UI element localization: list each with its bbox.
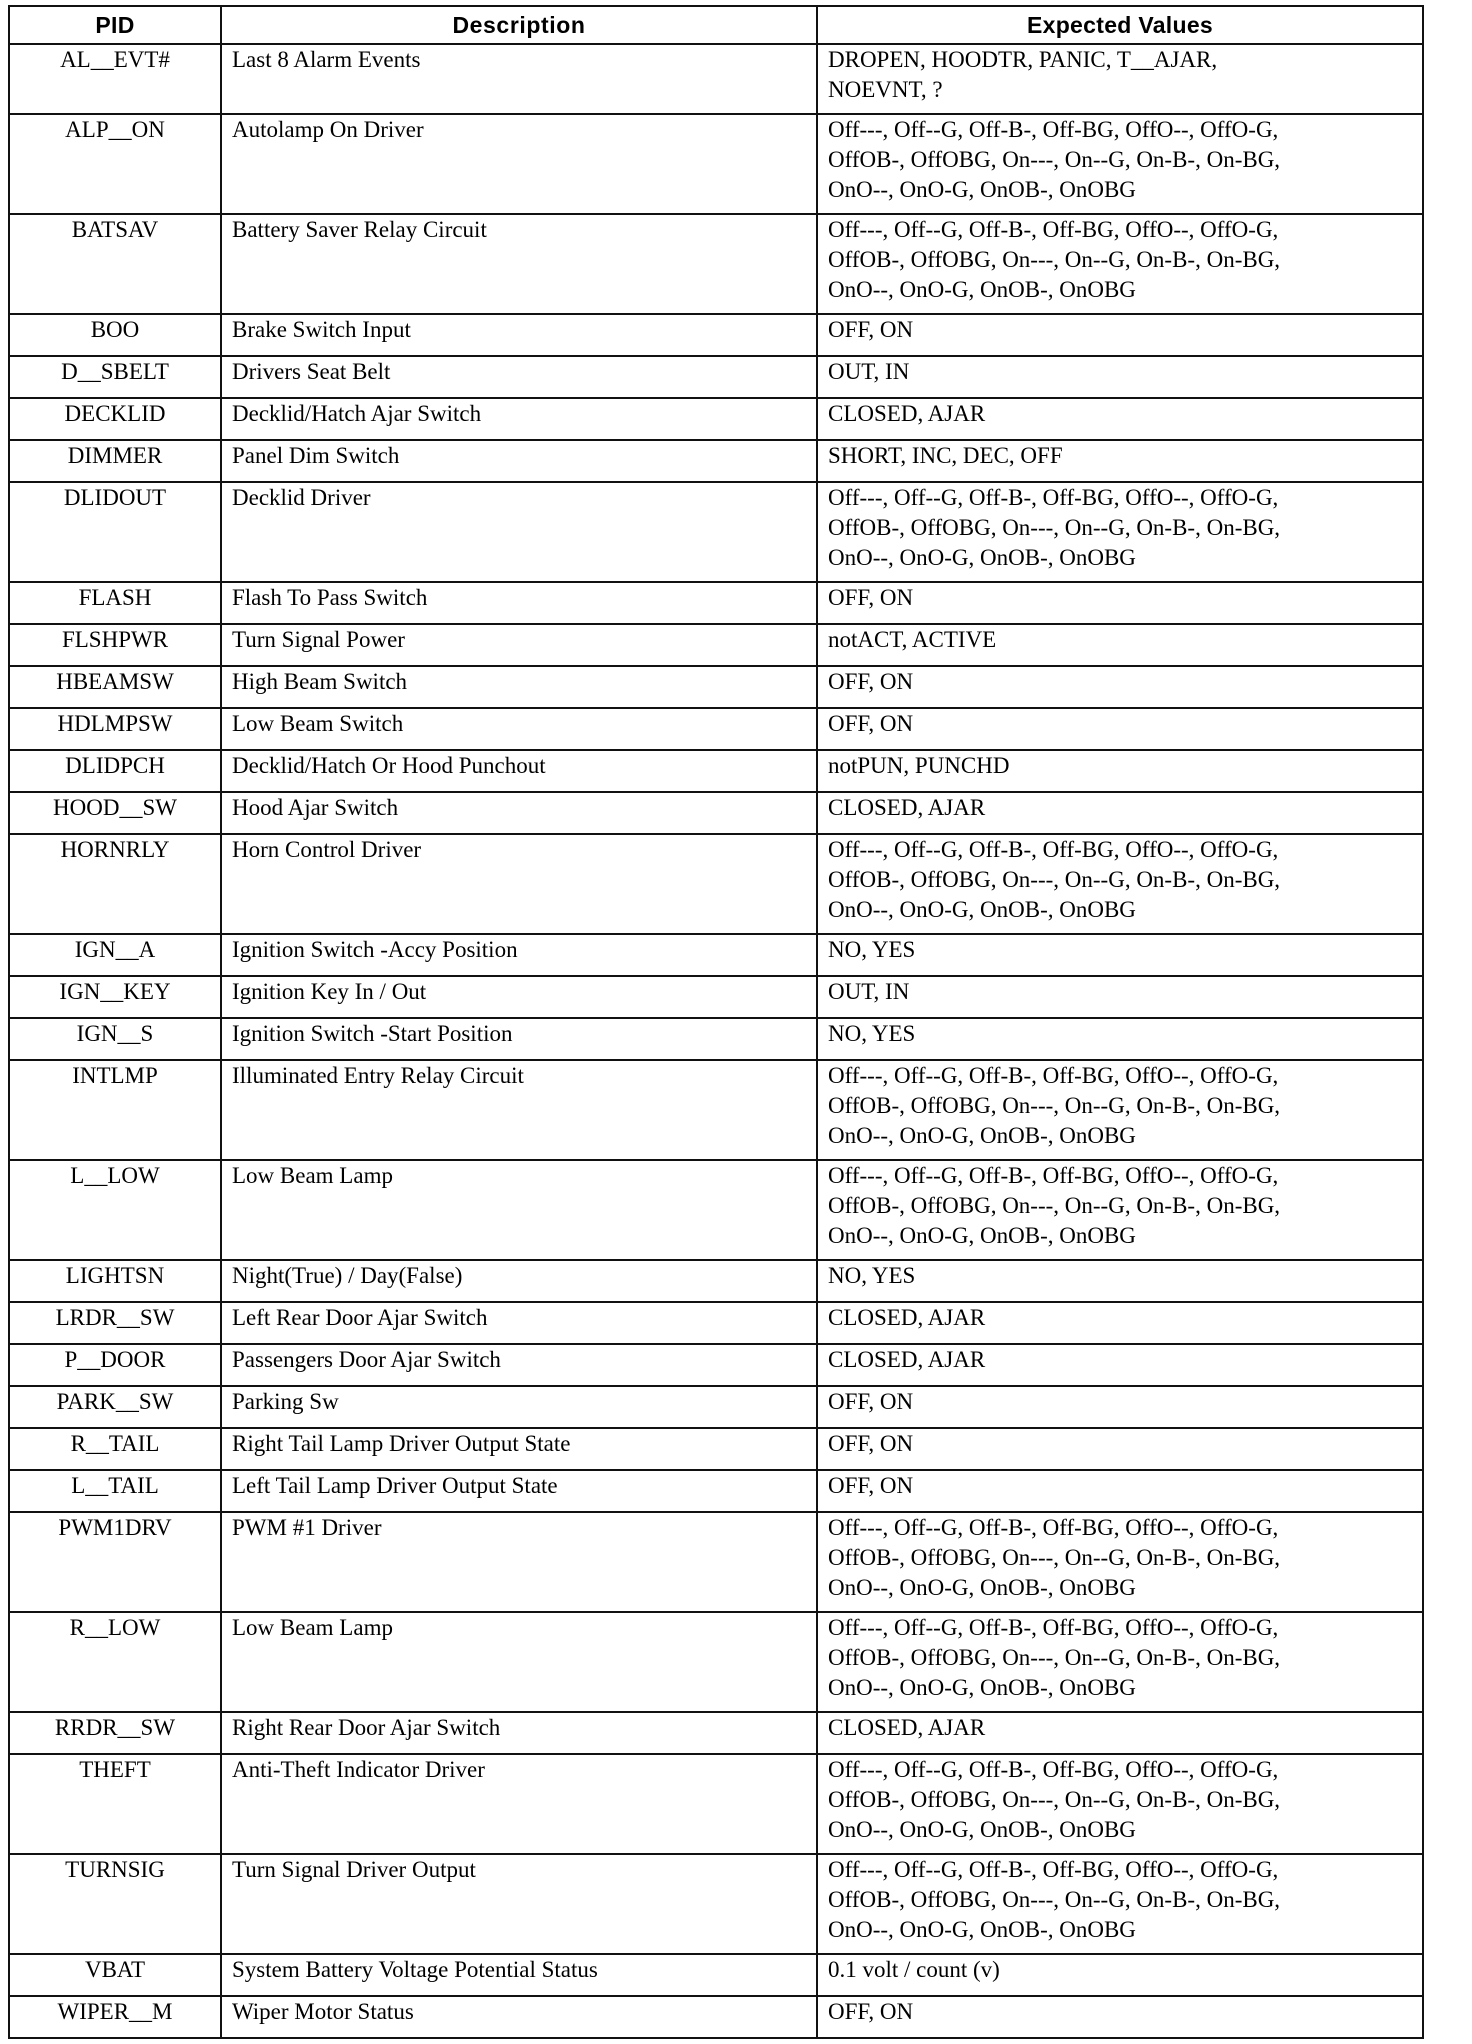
table-row bbox=[9, 1754, 1423, 1854]
description-cell: Anti-Theft Indicator Driver bbox=[221, 1754, 817, 1854]
expected-value-line: NOEVNT, ? bbox=[828, 77, 943, 102]
pid-cell: R__TAIL bbox=[9, 1428, 221, 1470]
pid-cell: P__DOOR bbox=[9, 1344, 221, 1386]
pid-cell: IGN__KEY bbox=[9, 976, 221, 1018]
expected-value-line: OFF, ON bbox=[828, 711, 914, 736]
pid-cell: FLASH bbox=[9, 582, 221, 624]
pid-cell: HDLMPSW bbox=[9, 708, 221, 750]
pid-cell: IGN__S bbox=[9, 1018, 221, 1060]
expected-value-line: OffOB-, OffOBG, On---, On--G, On-B-, On-BG, bbox=[828, 1193, 1281, 1218]
expected-value-line: OnO--, OnO-G, OnOB-, OnOBG bbox=[828, 1917, 1136, 1942]
pid-cell: DECKLID bbox=[9, 398, 221, 440]
pid-table bbox=[8, 5, 1424, 2039]
expected-value-line: OffOB-, OffOBG, On---, On--G, On-B-, On-BG, bbox=[828, 1887, 1281, 1912]
description-cell: Turn Signal Driver Output bbox=[221, 1854, 817, 1954]
expected-value-line: OnO--, OnO-G, OnOB-, OnOBG bbox=[828, 177, 1136, 202]
table-row bbox=[9, 1996, 1423, 2038]
expected-value-line: OUT, IN bbox=[828, 359, 910, 384]
pid-cell: WIPER__M bbox=[9, 1996, 221, 2038]
description-cell: Turn Signal Power bbox=[221, 624, 817, 666]
pid-cell: PWM1DRV bbox=[9, 1512, 221, 1612]
expected-value-line: notPUN, PUNCHD bbox=[828, 753, 1010, 778]
table-row bbox=[9, 1470, 1423, 1512]
table-row bbox=[9, 834, 1423, 934]
expected-values-cell bbox=[817, 666, 1423, 708]
table-row bbox=[9, 1160, 1423, 1260]
expected-value-line: Off---, Off--G, Off-B-, Off-BG, OffO--, OffO-G, bbox=[828, 837, 1279, 862]
description-cell: Passengers Door Ajar Switch bbox=[221, 1344, 817, 1386]
pid-cell: HOOD__SW bbox=[9, 792, 221, 834]
expected-values-cell bbox=[817, 624, 1423, 666]
expected-value-line: Off---, Off--G, Off-B-, Off-BG, OffO--, OffO-G, bbox=[828, 1163, 1279, 1188]
expected-value-line: CLOSED, AJAR bbox=[828, 795, 986, 820]
pid-cell: VBAT bbox=[9, 1954, 221, 1996]
expected-value-line: CLOSED, AJAR bbox=[828, 1305, 986, 1330]
pid-cell: LIGHTSN bbox=[9, 1260, 221, 1302]
description-cell: High Beam Switch bbox=[221, 666, 817, 708]
table-row bbox=[9, 314, 1423, 356]
expected-values-cell bbox=[817, 834, 1423, 934]
table-row bbox=[9, 1302, 1423, 1344]
expected-value-line: NO, YES bbox=[828, 1021, 916, 1046]
table-row bbox=[9, 934, 1423, 976]
description-cell: Decklid/Hatch Ajar Switch bbox=[221, 398, 817, 440]
expected-values-cell bbox=[817, 1954, 1423, 1996]
expected-value-line: OFF, ON bbox=[828, 669, 914, 694]
table-row bbox=[9, 1512, 1423, 1612]
pid-cell: DIMMER bbox=[9, 440, 221, 482]
table-row bbox=[9, 440, 1423, 482]
description-cell: Drivers Seat Belt bbox=[221, 356, 817, 398]
pid-cell: THEFT bbox=[9, 1754, 221, 1854]
expected-value-line: Off---, Off--G, Off-B-, Off-BG, OffO--, OffO-G, bbox=[828, 117, 1279, 142]
table-row bbox=[9, 750, 1423, 792]
expected-value-line: OFF, ON bbox=[828, 1389, 914, 1414]
expected-value-line: OffOB-, OffOBG, On---, On--G, On-B-, On-BG, bbox=[828, 1093, 1281, 1118]
table-row bbox=[9, 1344, 1423, 1386]
expected-value-line: OnO--, OnO-G, OnOB-, OnOBG bbox=[828, 1223, 1136, 1248]
expected-values-cell bbox=[817, 214, 1423, 314]
table-row bbox=[9, 482, 1423, 582]
expected-values-cell bbox=[817, 1060, 1423, 1160]
expected-value-line: OffOB-, OffOBG, On---, On--G, On-B-, On-BG, bbox=[828, 247, 1281, 272]
expected-value-line: OffOB-, OffOBG, On---, On--G, On-B-, On-BG, bbox=[828, 515, 1281, 540]
expected-values-cell bbox=[817, 356, 1423, 398]
pid-cell: R__LOW bbox=[9, 1612, 221, 1712]
expected-value-line: OFF, ON bbox=[828, 317, 914, 342]
pid-cell: TURNSIG bbox=[9, 1854, 221, 1954]
expected-values-cell bbox=[817, 1428, 1423, 1470]
description-cell: Flash To Pass Switch bbox=[221, 582, 817, 624]
table-row bbox=[9, 214, 1423, 314]
expected-value-line: DROPEN, HOODTR, PANIC, T__AJAR, bbox=[828, 47, 1218, 72]
expected-value-line: OnO--, OnO-G, OnOB-, OnOBG bbox=[828, 1575, 1136, 1600]
description-cell: Ignition Switch -Start Position bbox=[221, 1018, 817, 1060]
header-expected-values: Expected Values bbox=[817, 6, 1423, 44]
table-row bbox=[9, 624, 1423, 666]
expected-value-line: Off---, Off--G, Off-B-, Off-BG, OffO--, OffO-G, bbox=[828, 1757, 1279, 1782]
pid-cell: ALP__ON bbox=[9, 114, 221, 214]
expected-value-line: OFF, ON bbox=[828, 585, 914, 610]
table-row bbox=[9, 1612, 1423, 1712]
pid-cell: L__TAIL bbox=[9, 1470, 221, 1512]
expected-value-line: OnO--, OnO-G, OnOB-, OnOBG bbox=[828, 1123, 1136, 1148]
expected-value-line: OUT, IN bbox=[828, 979, 910, 1004]
expected-values-cell bbox=[817, 44, 1423, 114]
expected-values-cell bbox=[817, 934, 1423, 976]
expected-value-line: Off---, Off--G, Off-B-, Off-BG, OffO--, OffO-G, bbox=[828, 1063, 1279, 1088]
table-row bbox=[9, 582, 1423, 624]
pid-cell: PARK__SW bbox=[9, 1386, 221, 1428]
description-cell: Night(True) / Day(False) bbox=[221, 1260, 817, 1302]
pid-cell: LRDR__SW bbox=[9, 1302, 221, 1344]
expected-values-cell bbox=[817, 708, 1423, 750]
expected-values-cell bbox=[817, 1260, 1423, 1302]
expected-value-line: Off---, Off--G, Off-B-, Off-BG, OffO--, OffO-G, bbox=[828, 1515, 1279, 1540]
description-cell: Low Beam Lamp bbox=[221, 1612, 817, 1712]
description-cell: Parking Sw bbox=[221, 1386, 817, 1428]
expected-value-line: Off---, Off--G, Off-B-, Off-BG, OffO--, OffO-G, bbox=[828, 1857, 1279, 1882]
expected-value-line: OffOB-, OffOBG, On---, On--G, On-B-, On-BG, bbox=[828, 1545, 1281, 1570]
table-row bbox=[9, 44, 1423, 114]
pid-cell: L__LOW bbox=[9, 1160, 221, 1260]
expected-values-cell bbox=[817, 1512, 1423, 1612]
expected-values-cell bbox=[817, 1386, 1423, 1428]
expected-values-cell bbox=[817, 1160, 1423, 1260]
expected-values-cell bbox=[817, 792, 1423, 834]
expected-value-line: OFF, ON bbox=[828, 1999, 914, 2024]
table-row bbox=[9, 1386, 1423, 1428]
description-cell: Hood Ajar Switch bbox=[221, 792, 817, 834]
table-row bbox=[9, 976, 1423, 1018]
header-row bbox=[9, 6, 1423, 44]
description-cell: Low Beam Lamp bbox=[221, 1160, 817, 1260]
expected-values-cell bbox=[817, 1996, 1423, 2038]
expected-values-cell bbox=[817, 314, 1423, 356]
header-pid: PID bbox=[9, 6, 221, 44]
description-cell: Battery Saver Relay Circuit bbox=[221, 214, 817, 314]
description-cell: System Battery Voltage Potential Status bbox=[221, 1954, 817, 1996]
expected-values-cell bbox=[817, 1018, 1423, 1060]
pid-cell: DLIDPCH bbox=[9, 750, 221, 792]
pid-cell: FLSHPWR bbox=[9, 624, 221, 666]
expected-value-line: OnO--, OnO-G, OnOB-, OnOBG bbox=[828, 277, 1136, 302]
description-cell: Ignition Key In / Out bbox=[221, 976, 817, 1018]
expected-values-cell bbox=[817, 1470, 1423, 1512]
table-row bbox=[9, 1018, 1423, 1060]
pid-cell: RRDR__SW bbox=[9, 1712, 221, 1754]
table-row bbox=[9, 1854, 1423, 1954]
expected-value-line: OffOB-, OffOBG, On---, On--G, On-B-, On-BG, bbox=[828, 867, 1281, 892]
description-cell: PWM #1 Driver bbox=[221, 1512, 817, 1612]
expected-value-line: NO, YES bbox=[828, 1263, 916, 1288]
description-cell: Autolamp On Driver bbox=[221, 114, 817, 214]
expected-values-cell bbox=[817, 1344, 1423, 1386]
expected-value-line: OffOB-, OffOBG, On---, On--G, On-B-, On-BG, bbox=[828, 147, 1281, 172]
expected-value-line: OnO--, OnO-G, OnOB-, OnOBG bbox=[828, 1817, 1136, 1842]
expected-values-cell bbox=[817, 1612, 1423, 1712]
description-cell: Right Tail Lamp Driver Output State bbox=[221, 1428, 817, 1470]
pid-cell: IGN__A bbox=[9, 934, 221, 976]
expected-value-line: Off---, Off--G, Off-B-, Off-BG, OffO--, OffO-G, bbox=[828, 485, 1279, 510]
pid-cell: HORNRLY bbox=[9, 834, 221, 934]
description-cell: Ignition Switch -Accy Position bbox=[221, 934, 817, 976]
description-cell: Decklid/Hatch Or Hood Punchout bbox=[221, 750, 817, 792]
expected-value-line: notACT, ACTIVE bbox=[828, 627, 997, 652]
expected-value-line: Off---, Off--G, Off-B-, Off-BG, OffO--, OffO-G, bbox=[828, 217, 1279, 242]
expected-values-cell bbox=[817, 482, 1423, 582]
table-row bbox=[9, 1712, 1423, 1754]
table-row bbox=[9, 792, 1423, 834]
description-cell: Horn Control Driver bbox=[221, 834, 817, 934]
table-row bbox=[9, 1954, 1423, 1996]
table-row bbox=[9, 666, 1423, 708]
expected-value-line: 0.1 volt / count (v) bbox=[828, 1957, 1000, 1982]
pid-cell: BATSAV bbox=[9, 214, 221, 314]
description-cell: Right Rear Door Ajar Switch bbox=[221, 1712, 817, 1754]
expected-value-line: OnO--, OnO-G, OnOB-, OnOBG bbox=[828, 1675, 1136, 1700]
expected-values-cell bbox=[817, 440, 1423, 482]
expected-value-line: OFF, ON bbox=[828, 1431, 914, 1456]
expected-value-line: OffOB-, OffOBG, On---, On--G, On-B-, On-BG, bbox=[828, 1787, 1281, 1812]
table-row bbox=[9, 1428, 1423, 1470]
expected-value-line: CLOSED, AJAR bbox=[828, 1347, 986, 1372]
pid-cell: BOO bbox=[9, 314, 221, 356]
table-row bbox=[9, 114, 1423, 214]
pid-cell: INTLMP bbox=[9, 1060, 221, 1160]
expected-values-cell bbox=[817, 1854, 1423, 1954]
expected-values-cell bbox=[817, 114, 1423, 214]
table-row bbox=[9, 356, 1423, 398]
expected-value-line: NO, YES bbox=[828, 937, 916, 962]
description-cell: Panel Dim Switch bbox=[221, 440, 817, 482]
table-row bbox=[9, 708, 1423, 750]
expected-value-line: SHORT, INC, DEC, OFF bbox=[828, 443, 1063, 468]
expected-values-cell bbox=[817, 398, 1423, 440]
pid-cell: HBEAMSW bbox=[9, 666, 221, 708]
header-description: Description bbox=[221, 6, 817, 44]
description-cell: Left Rear Door Ajar Switch bbox=[221, 1302, 817, 1344]
description-cell: Last 8 Alarm Events bbox=[221, 44, 817, 114]
expected-values-cell bbox=[817, 1302, 1423, 1344]
expected-value-line: OnO--, OnO-G, OnOB-, OnOBG bbox=[828, 545, 1136, 570]
description-cell: Illuminated Entry Relay Circuit bbox=[221, 1060, 817, 1160]
expected-value-line: CLOSED, AJAR bbox=[828, 1715, 986, 1740]
pid-cell: DLIDOUT bbox=[9, 482, 221, 582]
description-cell: Brake Switch Input bbox=[221, 314, 817, 356]
table-body bbox=[9, 44, 1423, 2038]
expected-value-line: CLOSED, AJAR bbox=[828, 401, 986, 426]
expected-values-cell bbox=[817, 976, 1423, 1018]
expected-value-line: Off---, Off--G, Off-B-, Off-BG, OffO--, OffO-G, bbox=[828, 1615, 1279, 1640]
pid-cell: D__SBELT bbox=[9, 356, 221, 398]
expected-value-line: OffOB-, OffOBG, On---, On--G, On-B-, On-BG, bbox=[828, 1645, 1281, 1670]
description-cell: Decklid Driver bbox=[221, 482, 817, 582]
expected-values-cell bbox=[817, 750, 1423, 792]
table-row bbox=[9, 398, 1423, 440]
description-cell: Low Beam Switch bbox=[221, 708, 817, 750]
expected-value-line: OnO--, OnO-G, OnOB-, OnOBG bbox=[828, 897, 1136, 922]
description-cell: Wiper Motor Status bbox=[221, 1996, 817, 2038]
description-cell: Left Tail Lamp Driver Output State bbox=[221, 1470, 817, 1512]
expected-values-cell bbox=[817, 1712, 1423, 1754]
expected-value-line: OFF, ON bbox=[828, 1473, 914, 1498]
pid-cell: AL__EVT# bbox=[9, 44, 221, 114]
table-row bbox=[9, 1260, 1423, 1302]
expected-values-cell bbox=[817, 582, 1423, 624]
table-row bbox=[9, 1060, 1423, 1160]
expected-values-cell bbox=[817, 1754, 1423, 1854]
